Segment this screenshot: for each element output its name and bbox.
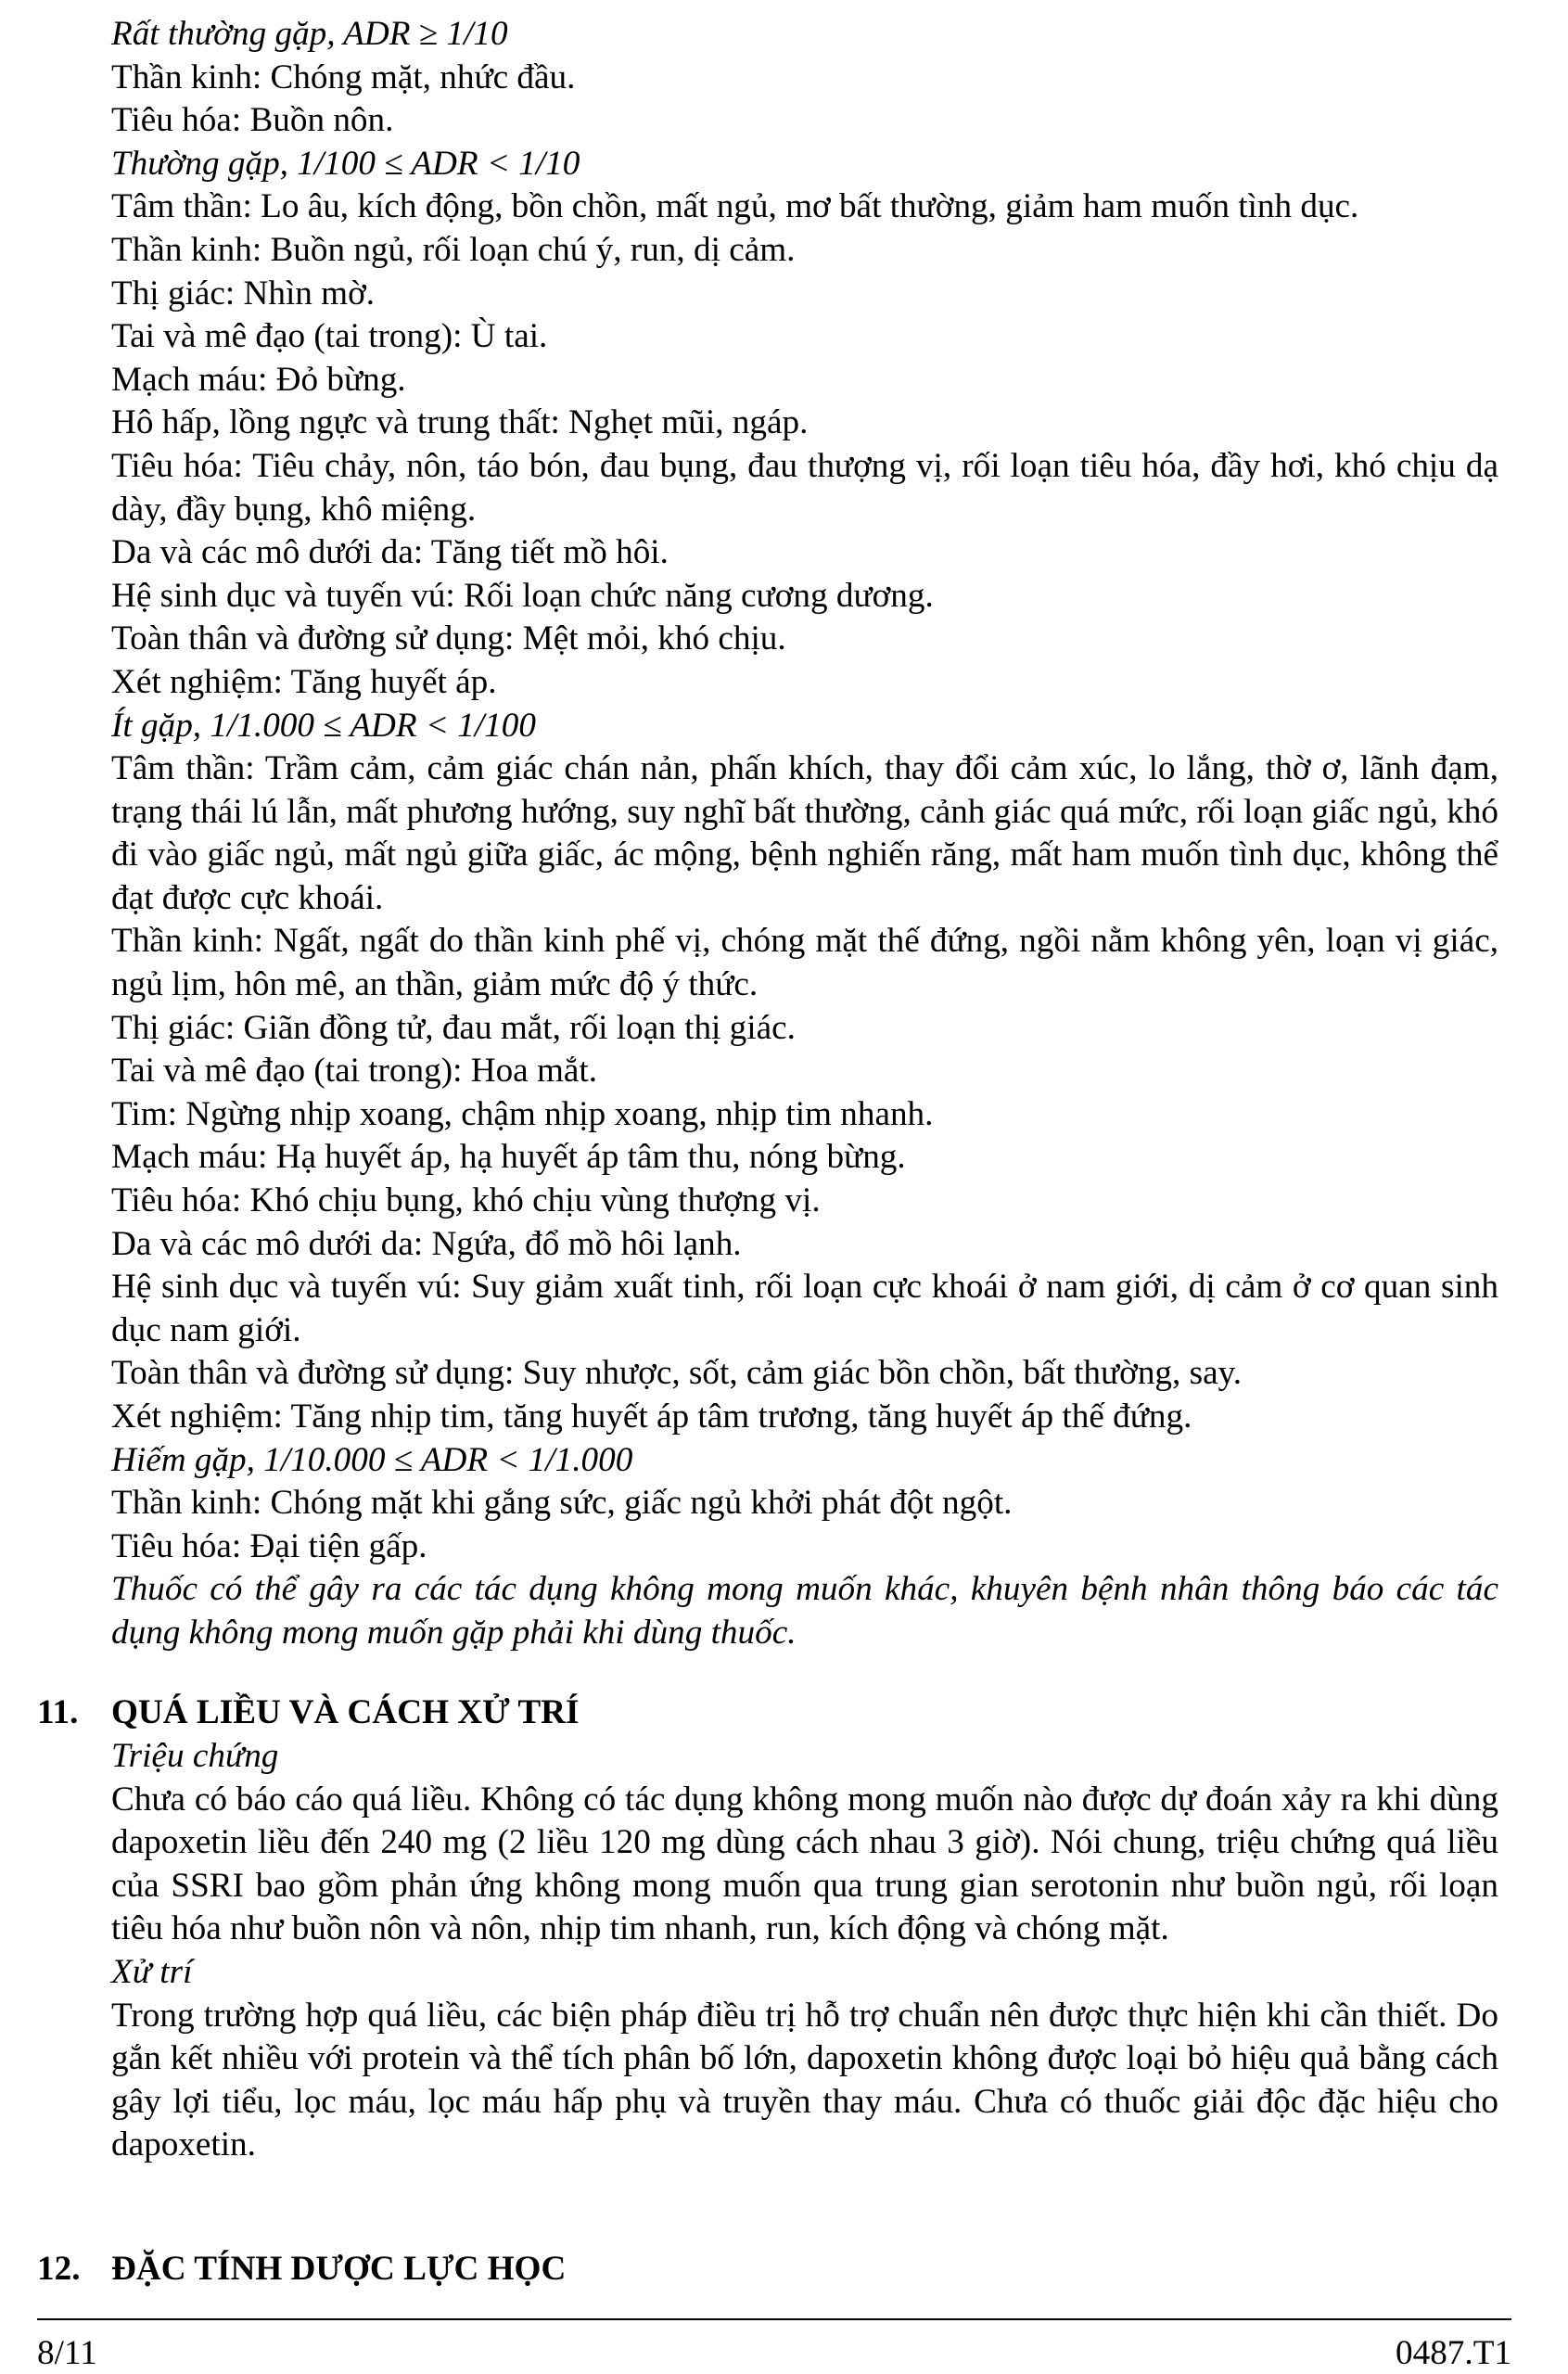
adverse-effects-block bbox=[111, 13, 1498, 1655]
section-title: QUÁ LIỀU VÀ CÁCH XỬ TRÍ bbox=[111, 1693, 580, 1731]
uncommon-item: Xét nghiệm: Tăng nhịp tim, tăng huyết áp tâm trương, tăng huyết áp thế đứng. bbox=[111, 1398, 1192, 1436]
uncommon-heading: Ít gặp, 1/1.000 ≤ ADR < 1/100 bbox=[111, 706, 536, 745]
uncommon-item: Hệ sinh dục và tuyến vú: Suy giảm xuất tinh, rối loạn cực khoái ở nam giới, dị cảm ở cơ quan sinh dục nam giới. bbox=[111, 1268, 1498, 1349]
common-item: Xét nghiệm: Tăng huyết áp. bbox=[111, 662, 497, 701]
very-common-item: Tiêu hóa: Buồn nôn. bbox=[111, 101, 394, 140]
uncommon-item: Tai và mê đạo (tai trong): Hoa mắt. bbox=[111, 1052, 598, 1091]
common-item: Thần kinh: Buồn ngủ, rối loạn chú ý, run, dị cảm. bbox=[111, 230, 796, 269]
document-code: 0487.T1 bbox=[1396, 2334, 1511, 2372]
rare-item: Thần kinh: Chóng mặt khi gắng sức, giấc ngủ khởi phát đột ngột. bbox=[111, 1484, 1013, 1523]
uncommon-item: Mạch máu: Hạ huyết áp, hạ huyết áp tâm thu, nóng bừng. bbox=[111, 1138, 906, 1177]
uncommon-item: Thần kinh: Ngất, ngất do thần kinh phế vị, chóng mặt thế đứng, ngồi nằm không yên, loạn vị giác, ngủ lịm, hôn mê, an thần, giảm mức độ ý thức. bbox=[111, 922, 1498, 1004]
advice-note: Thuốc có thể gây ra các tác dụng không mong muốn khác, khuyên bệnh nhân thông báo các tác dụng không mong muốn gặp phải khi dùng thuốc. bbox=[111, 1570, 1498, 1652]
section-number: 12. bbox=[37, 2250, 81, 2288]
uncommon-item: Tâm thần: Trầm cảm, cảm giác chán nản, phấn khích, thay đổi cảm xúc, lo lắng, thờ ơ, lãnh đạm, trạng thái lú lẫn, mất phương hướng, suy nghĩ bất thường, cảnh giác quá mức, rối loạn giấc ngủ, khó đi vào giấc ngủ, mất ngủ giữa giấc, ác mộng, bệnh nghiến răng, mất ham muốn tình dục, không thể đạt được cực khoái. bbox=[111, 749, 1498, 917]
common-item: Thị giác: Nhìn mờ. bbox=[111, 274, 376, 313]
common-item: Tiêu hóa: Tiêu chảy, nôn, táo bón, đau bụng, đau thượng vị, rối loạn tiêu hóa, đầy hơi, khó chịu dạ dày, đầy bụng, khô miệng. bbox=[111, 446, 1498, 529]
section-11-body bbox=[111, 1735, 1498, 2167]
common-item: Mạch máu: Đỏ bừng. bbox=[111, 360, 406, 399]
footer-divider bbox=[37, 2318, 1511, 2320]
management-heading: Xử trí bbox=[111, 1952, 193, 1991]
common-item: Hô hấp, lồng ngực và trung thất: Nghẹt mũi, ngáp. bbox=[111, 403, 809, 442]
section-12-heading bbox=[37, 2248, 566, 2291]
rare-heading: Hiếm gặp, 1/10.000 ≤ ADR < 1/1.000 bbox=[111, 1440, 633, 1479]
management-text: Trong trường hợp quá liều, các biện pháp điều trị hỗ trợ chuẩn nên được thực hiện khi cần thiết. Do gắn kết nhiều với protein và thể tích phân bố lớn, dapoxetin không được loại bỏ hiệu quả bằng cách gây lợi tiểu, lọc máu, lọc máu hấp phụ và truyền thay máu. Chưa có thuốc giải độc đặc hiệu cho dapoxetin. bbox=[111, 1996, 1498, 2164]
page-footer bbox=[37, 2335, 1511, 2372]
common-item: Da và các mô dưới da: Tăng tiết mồ hôi. bbox=[111, 533, 669, 572]
very-common-item: Thần kinh: Chóng mặt, nhức đầu. bbox=[111, 57, 576, 96]
page-number: 8/11 bbox=[37, 2334, 97, 2372]
section-title: ĐẶC TÍNH DƯỢC LỰC HỌC bbox=[111, 2250, 567, 2288]
uncommon-item: Thị giác: Giãn đồng tử, đau mắt, rối loạn thị giác. bbox=[111, 1008, 796, 1047]
common-item: Toàn thân và đường sử dụng: Mệt mỏi, khó chịu. bbox=[111, 619, 786, 658]
common-heading: Thường gặp, 1/100 ≤ ADR < 1/10 bbox=[111, 144, 580, 183]
common-item: Tai và mê đạo (tai trong): Ù tai. bbox=[111, 317, 548, 356]
uncommon-item: Toàn thân và đường sử dụng: Suy nhược, sốt, cảm giác bồn chồn, bất thường, say. bbox=[111, 1354, 1243, 1393]
uncommon-item: Da và các mô dưới da: Ngứa, đổ mồ hôi lạnh. bbox=[111, 1224, 742, 1263]
common-item: Tâm thần: Lo âu, kích động, bồn chồn, mất ngủ, mơ bất thường, giảm ham muốn tình dục. bbox=[111, 187, 1359, 226]
section-11-heading bbox=[37, 1691, 580, 1735]
rare-item: Tiêu hóa: Đại tiện gấp. bbox=[111, 1526, 427, 1565]
symptoms-heading: Triệu chứng bbox=[111, 1737, 279, 1775]
uncommon-item: Tim: Ngừng nhịp xoang, chậm nhịp xoang, nhịp tim nhanh. bbox=[111, 1094, 934, 1133]
very-common-heading: Rất thường gặp, ADR ≥ 1/10 bbox=[111, 15, 508, 53]
section-number: 11. bbox=[37, 1693, 79, 1731]
common-item: Hệ sinh dục và tuyến vú: Rối loạn chức năng cương dương. bbox=[111, 576, 934, 615]
symptoms-text: Chưa có báo cáo quá liều. Không có tác dụng không mong muốn nào được dự đoán xảy ra khi dùng dapoxetin liều đến 240 mg (2 liều 120 mg dùng cách nhau 3 giờ). Nói chung, triệu chứng quá liều của SSRI bao gồm phản ứng không mong muốn qua trung gian serotonin như buồn ngủ, rối loạn tiêu hóa như buồn nôn và nôn, nhịp tim nhanh, run, kích động và chóng mặt. bbox=[111, 1780, 1498, 1948]
uncommon-item: Tiêu hóa: Khó chịu bụng, khó chịu vùng thượng vị. bbox=[111, 1181, 821, 1220]
